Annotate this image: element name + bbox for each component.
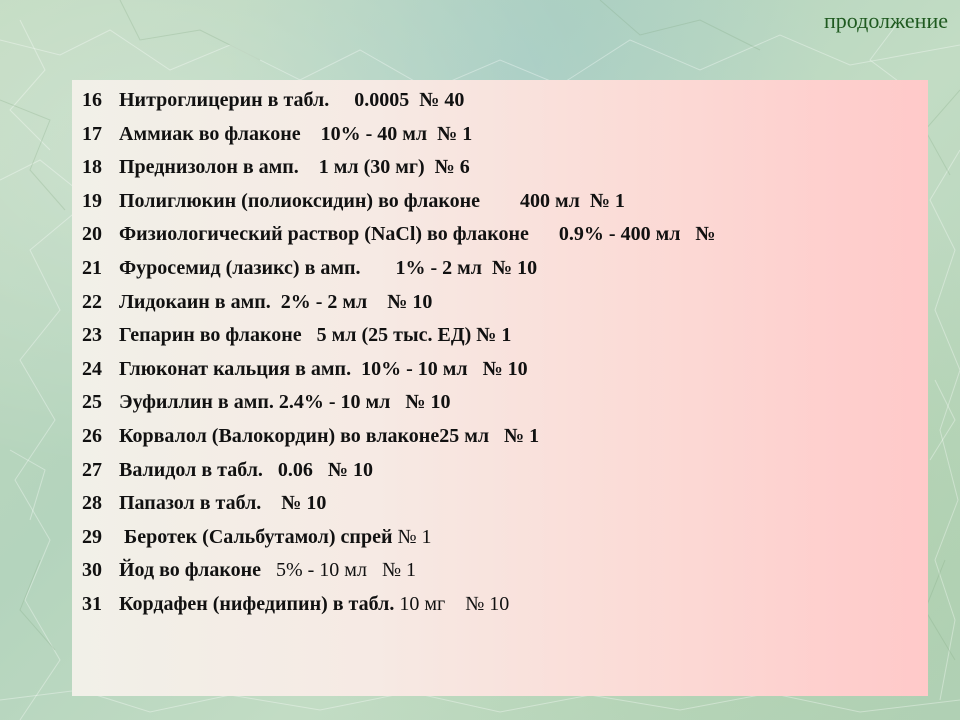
item-number: 31 [82, 592, 102, 615]
list-item [82, 559, 928, 593]
list-item [82, 593, 928, 627]
item-text-normal: № 1 [397, 525, 432, 548]
item-number: 17 [82, 122, 102, 145]
item-text: Аммиак во флаконе 10% - 40 мл № 1 [119, 122, 473, 145]
item-text: Эуфиллин в амп. 2.4% - 10 мл № 10 [119, 391, 451, 414]
item-number: 19 [82, 189, 102, 212]
item-number: 20 [82, 223, 102, 246]
item-text: Фуросемид (лазикс) в амп. 1% - 2 мл № 10 [119, 256, 538, 279]
item-number: 30 [82, 559, 102, 582]
item-number: 16 [82, 89, 102, 111]
item-text: Валидол в табл. 0.06 № 10 [119, 458, 374, 481]
list-item [82, 223, 928, 257]
list-item [82, 89, 928, 123]
list-item [82, 358, 928, 392]
drug-list-panel [72, 80, 928, 696]
item-text-normal: 5% - 10 мл № 1 [275, 559, 417, 582]
item-number: 25 [82, 391, 102, 414]
item-text: Корвалол (Валокордин) во влаконе25 мл № 1 [119, 424, 540, 447]
item-number: 22 [82, 290, 102, 313]
item-text: Преднизолон в амп. 1 мл (30 мг) № 6 [119, 156, 470, 179]
item-text: Кордафен (нифедипин) в табл. [119, 592, 400, 615]
item-number: 24 [82, 357, 102, 380]
list-item [82, 156, 928, 190]
list-item [82, 459, 928, 493]
list-item [82, 291, 928, 325]
list-item [82, 526, 928, 560]
item-text: Беротек (Сальбутамол) спрей [119, 525, 398, 548]
item-text: Полиглюкин (полиоксидин) во флаконе 400 мл № 1 [119, 189, 625, 212]
item-text: Гепарин во флаконе 5 мл (25 тыс. ЕД) № 1 [119, 324, 512, 347]
item-text: Йод во флаконе [119, 559, 276, 582]
item-number: 21 [82, 256, 102, 279]
list-item [82, 425, 928, 459]
item-text: Физиологический раствор (NaCl) во флаконе 0.9% - 400 мл № [119, 223, 716, 246]
list-item [82, 257, 928, 291]
item-number: 29 [82, 525, 102, 548]
list-item [82, 190, 928, 224]
list-item [82, 391, 928, 425]
item-number: 28 [82, 492, 102, 515]
item-number: 23 [82, 324, 102, 347]
item-text: Глюконат кальция в амп. 10% - 10 мл № 10 [119, 357, 528, 380]
item-text: Лидокаин в амп. 2% - 2 мл № 10 [119, 290, 433, 313]
item-text: Нитроглицерин в табл. 0.0005 № 40 [119, 89, 465, 111]
list-item [82, 492, 928, 526]
item-number: 27 [82, 458, 102, 481]
continued-label: продолжение [823, 8, 948, 33]
item-text-normal: 10 мг № 10 [399, 592, 510, 615]
item-text: Папазол в табл. № 10 [119, 492, 327, 515]
item-number: 26 [82, 424, 102, 447]
item-number: 18 [82, 156, 102, 179]
list-item [82, 324, 928, 358]
list-item [82, 123, 928, 157]
